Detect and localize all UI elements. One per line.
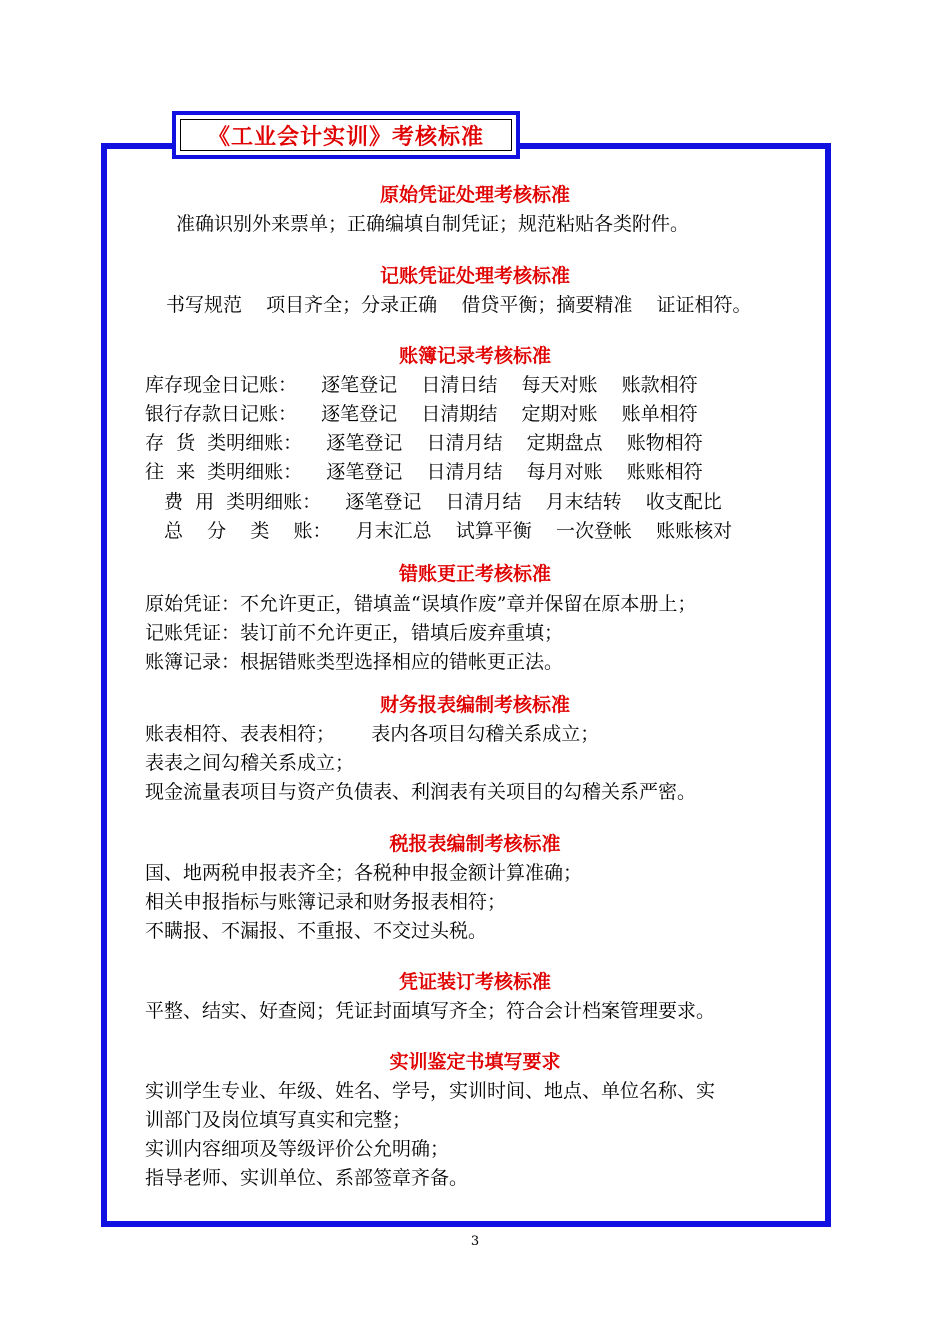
section-line: 国、地两税申报表齐全；各税种申报金额计算准确； <box>145 862 583 884</box>
section-line: 账簿记录：根据错账类型选择相应的错帐更正法。 <box>145 651 564 673</box>
section-heading-error-correction: 错账更正考核标准 <box>398 563 551 585</box>
section-line: 书写规范 项目齐全；分录正确 借贷平衡；摘要精准 证证相符。 <box>166 294 752 316</box>
section-line: 相关申报指标与账簿记录和财务报表相符； <box>145 891 507 913</box>
section-line: 存 货 类明细账： 逐笔登记 日清月结 定期盘点 账物相符 <box>145 432 703 454</box>
section-line: 训部门及岗位填写真实和完整； <box>145 1109 412 1131</box>
section-line: 库存现金日记账： 逐笔登记 日清日结 每天对账 账款相符 <box>145 374 698 396</box>
title-box <box>172 111 520 159</box>
section-line: 银行存款日记账： 逐笔登记 日清期结 定期对账 账单相符 <box>145 403 698 425</box>
document-title: 《工业会计实训》考核标准 <box>180 119 512 151</box>
section-line: 表表之间勾稽关系成立； <box>145 752 355 774</box>
section-heading-appraisal-form: 实训鉴定书填写要求 <box>389 1051 561 1073</box>
section-line: 记账凭证：装订前不允许更正，错填后废弃重填； <box>145 622 564 644</box>
section-heading-voucher-binding: 凭证装订考核标准 <box>398 971 551 993</box>
section-line: 账表相符、表表相符； 表内各项目勾稽关系成立； <box>145 723 600 745</box>
section-line: 原始凭证：不允许更正，错填盖“误填作废”章并保留在原本册上； <box>145 593 697 615</box>
page-number: 3 <box>470 1234 480 1249</box>
section-heading-accounting-voucher: 记账凭证处理考核标准 <box>379 265 570 287</box>
section-line: 不瞒报、不漏报、不重报、不交过头税。 <box>145 920 488 942</box>
section-heading-tax-statements: 税报表编制考核标准 <box>389 833 561 855</box>
section-line: 总 分 类 账： 月末汇总 试算平衡 一次登帐 账账核对 <box>164 520 733 542</box>
section-heading-financial-statements: 财务报表编制考核标准 <box>379 694 570 716</box>
section-line: 往 来 类明细账： 逐笔登记 日清月结 每月对账 账账相符 <box>145 461 703 483</box>
section-line: 实训学生专业、年级、姓名、学号，实训时间、地点、单位名称、实 <box>145 1080 716 1102</box>
section-line: 实训内容细项及等级评价公允明确； <box>145 1138 450 1160</box>
section-line: 费 用 类明细账： 逐笔登记 日清月结 月末结转 收支配比 <box>164 491 722 513</box>
section-line: 现金流量表项目与资产负债表、利润表有关项目的勾稽关系严密。 <box>145 781 697 803</box>
section-line: 准确识别外来票单；正确编填自制凭证；规范粘贴各类附件。 <box>176 213 690 235</box>
section-heading-original-voucher: 原始凭证处理考核标准 <box>379 184 570 206</box>
section-line: 平整、结实、好查阅；凭证封面填写齐全；符合会计档案管理要求。 <box>145 1000 716 1022</box>
section-heading-ledger: 账簿记录考核标准 <box>398 345 551 367</box>
section-line: 指导老师、实训单位、系部签章齐备。 <box>145 1167 469 1189</box>
